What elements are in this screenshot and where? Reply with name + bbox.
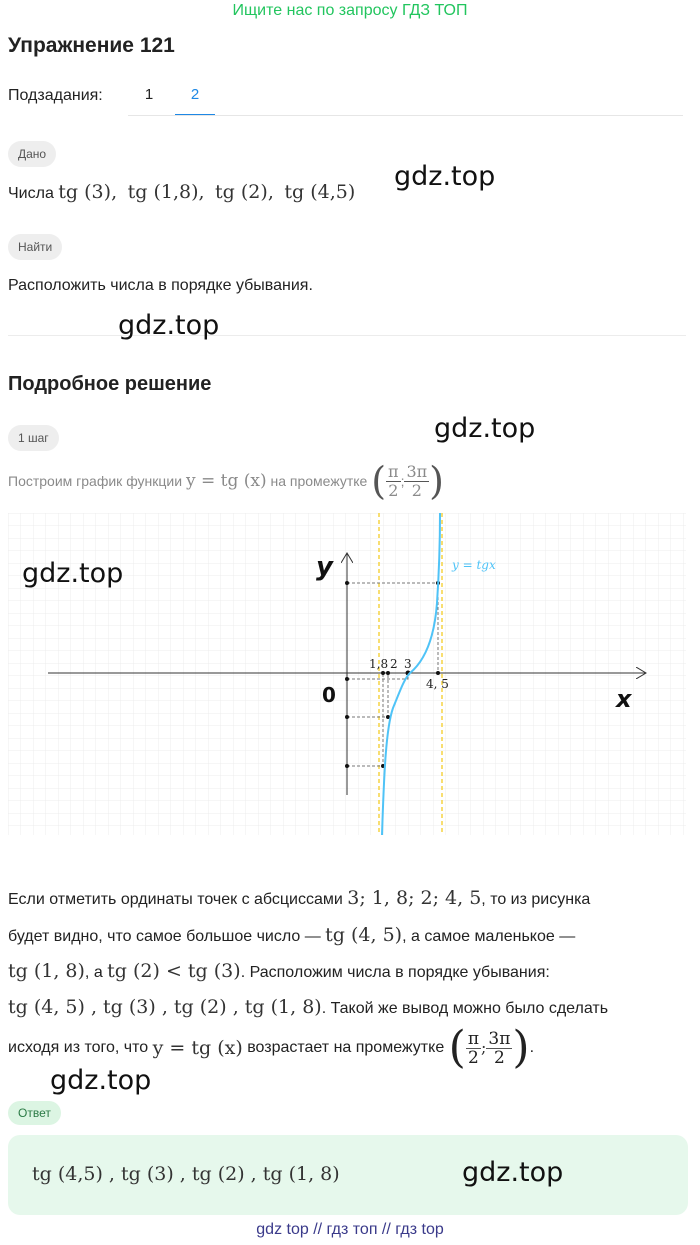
step-intro-after: на промежутке — [270, 473, 368, 489]
curve-label: y = tgx — [452, 558, 496, 572]
find-pill: Найти — [8, 234, 62, 260]
given-number: tg (3) — [58, 181, 112, 203]
step-intro-text: Построим график функции — [8, 473, 183, 489]
tick-label: 2 — [390, 657, 398, 671]
interval-right-num: 3π — [488, 1028, 511, 1049]
section-divider — [8, 335, 686, 336]
interval-right-den: 2 — [494, 1047, 505, 1068]
y-axis-label: y — [316, 552, 333, 582]
origin-label: 0 — [322, 683, 336, 707]
explanation-math: 3; 1, 8; 2; 4, 5 — [347, 887, 482, 909]
interval-sep: ; — [481, 1038, 487, 1057]
page-title: Упражнение 121 — [8, 34, 175, 57]
given-prefix: Числа — [8, 185, 54, 202]
tabs-divider — [128, 115, 683, 116]
interval-left-num: π — [388, 461, 399, 481]
given-pill: Дано — [8, 141, 56, 167]
watermark: gdz.top — [118, 310, 220, 341]
given-number: tg (2) — [215, 181, 268, 203]
explanation-math: y = tg (x) — [152, 1037, 243, 1059]
watermark: gdz.top — [434, 413, 536, 444]
step-intro-func: y = tg (x) — [185, 471, 267, 491]
watermark: gdz.top — [50, 1065, 152, 1096]
explanation-line — [8, 880, 688, 918]
step-pill: 1 шаг — [8, 425, 59, 451]
explanation-text: будет видно, что самое большое число — — [8, 928, 321, 945]
subtasks-label: Подзадания: — [8, 87, 103, 104]
watermark: gdz.top — [22, 558, 124, 589]
answer-text: tg (4,5) , tg (3) , tg (2) , tg (1, 8) — [32, 1163, 340, 1185]
explanation-math: tg (4, 5) — [325, 924, 403, 946]
watermark: gdz.top — [394, 161, 496, 192]
watermark: gdz.top — [462, 1157, 564, 1188]
interval-right-den: 2 — [411, 480, 422, 500]
explanation-text: возрастает на промежутке — [247, 1039, 445, 1056]
explanation-text: , а — [84, 964, 103, 981]
explanation-text: Если отметить ординаты точек с абсциссами — [8, 891, 343, 908]
top-banner[interactable]: Ищите нас по запросу ГДЗ ТОП — [232, 2, 468, 19]
footer-links[interactable]: gdz top // гдз топ // гдз top — [256, 1221, 444, 1238]
find-text: Расположить числа в порядке убывания. — [8, 277, 313, 294]
given-number: tg (1,8) — [127, 181, 199, 203]
answer-pill: Ответ — [8, 1101, 61, 1125]
tick-label: 4, 5 — [426, 677, 449, 691]
explanation-line: исходя из того, что y = tg (x) возрастает на промежутке ( $\frac{\pi}{2}$ ; $\frac{3\pi}{2}$ ) . — [8, 1022, 535, 1073]
interval-right-num: 3π — [406, 461, 428, 481]
tick-label: 1,8 — [369, 657, 389, 671]
subtask-tab-1[interactable]: 1 — [144, 86, 154, 103]
explanation-line — [8, 917, 688, 955]
interval-sep: ; — [400, 473, 405, 489]
tick-label: 3 — [404, 657, 412, 671]
explanation-line — [8, 953, 688, 991]
solution-heading: Подробное решение — [8, 373, 212, 395]
explanation-text: исходя из того, что — [8, 1039, 149, 1056]
interval-left-den: 2 — [388, 480, 399, 500]
explanation-math: tg (1, 8) — [8, 960, 85, 982]
subtask-tab-2[interactable]: 2 — [175, 86, 215, 116]
given-line: Числа tg (3), tg (1,8), tg (2), tg (4,5) — [8, 181, 356, 203]
explanation-text: , то из рисунка — [481, 891, 591, 908]
given-number: tg (4,5) — [284, 181, 356, 203]
x-axis-label: x — [616, 685, 632, 713]
interval-left-den: 2 — [468, 1047, 479, 1068]
explanation-text: . Расположим числа в порядке убывания: — [240, 964, 550, 981]
interval-left-num: π — [467, 1028, 480, 1049]
step-intro: Построим график функции y = tg (x) на промежутке ( $\frac{\pi}{2}$ ; $\frac{3\pi}{2}$ ) — [8, 459, 444, 503]
explanation-math: tg (2) < tg (3) — [107, 960, 241, 982]
explanation-text: , а самое маленькое — — [402, 928, 576, 945]
explanation-text: . Такой же вывод можно было сделать — [321, 1000, 609, 1017]
explanation-math: tg (4, 5) , tg (3) , tg (2) , tg (1, 8) — [8, 996, 322, 1018]
